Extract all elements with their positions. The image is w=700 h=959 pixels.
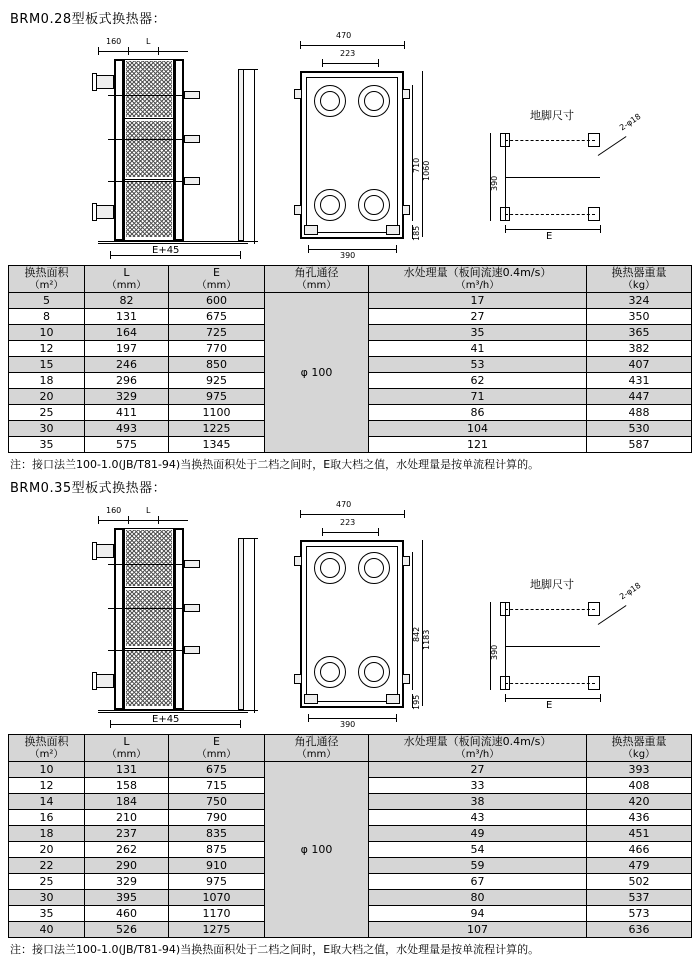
cell-weight: 382 bbox=[587, 341, 692, 357]
cell-area: 5 bbox=[9, 293, 85, 309]
cell-weight: 573 bbox=[587, 906, 692, 922]
section-title-1: BRM0.28型板式换热器： bbox=[10, 12, 167, 27]
cell-E: 910 bbox=[169, 858, 265, 874]
cell-flow: 94 bbox=[369, 906, 587, 922]
dim-390-front-1: 390 bbox=[340, 251, 356, 260]
cell-flow: 86 bbox=[369, 405, 587, 421]
table-header-row bbox=[9, 266, 692, 293]
cell-port-diameter: φ 100 bbox=[265, 293, 369, 453]
cell-flow: 104 bbox=[369, 421, 587, 437]
cell-weight: 350 bbox=[587, 309, 692, 325]
cell-area: 22 bbox=[9, 858, 85, 874]
dim-470-1: 470 bbox=[336, 31, 352, 40]
cell-L: 131 bbox=[85, 309, 169, 325]
cell-area: 12 bbox=[9, 778, 85, 794]
cell-L: 290 bbox=[85, 858, 169, 874]
cell-L: 210 bbox=[85, 810, 169, 826]
drawing-group-2 bbox=[8, 498, 692, 730]
dim-185-1: 185 bbox=[412, 225, 421, 241]
dim-holes-1: 2-φ18 bbox=[618, 111, 643, 133]
cell-area: 20 bbox=[9, 389, 85, 405]
foot-drawing-1 bbox=[478, 29, 678, 261]
cell-E: 750 bbox=[169, 794, 265, 810]
cell-flow: 80 bbox=[369, 890, 587, 906]
cell-weight: 365 bbox=[587, 325, 692, 341]
foot-title-2: 地脚尺寸 bbox=[530, 578, 574, 591]
cell-L: 575 bbox=[85, 437, 169, 453]
cell-weight: 636 bbox=[587, 922, 692, 938]
front-drawing-2 bbox=[286, 498, 431, 730]
cell-weight: 537 bbox=[587, 890, 692, 906]
spec-table-1 bbox=[8, 265, 692, 453]
cell-flow: 54 bbox=[369, 842, 587, 858]
cell-area: 30 bbox=[9, 890, 85, 906]
cell-L: 197 bbox=[85, 341, 169, 357]
cell-weight: 587 bbox=[587, 437, 692, 453]
cell-weight: 502 bbox=[587, 874, 692, 890]
table-body-2 bbox=[9, 762, 692, 938]
cell-E: 850 bbox=[169, 357, 265, 373]
cell-L: 395 bbox=[85, 890, 169, 906]
cell-flow: 62 bbox=[369, 373, 587, 389]
note-2: 注：接口法兰100-1.0(JB/T81-94)当换热面积处于二档之间时，E取大档之值，水处理量是按单流程计算的。 bbox=[10, 943, 540, 956]
cell-flow: 71 bbox=[369, 389, 587, 405]
front-drawing-1 bbox=[286, 29, 431, 261]
th-flow: 水处理量（板间流速0.4m/s） （m³/h） bbox=[369, 266, 587, 293]
cell-L: 184 bbox=[85, 794, 169, 810]
cell-port-diameter: φ 100 bbox=[265, 762, 369, 938]
cell-E: 600 bbox=[169, 293, 265, 309]
table-row bbox=[9, 293, 692, 309]
cell-weight: 431 bbox=[587, 373, 692, 389]
cell-weight: 408 bbox=[587, 778, 692, 794]
cell-L: 493 bbox=[85, 421, 169, 437]
cell-weight: 451 bbox=[587, 826, 692, 842]
cell-weight: 488 bbox=[587, 405, 692, 421]
cell-weight: 466 bbox=[587, 842, 692, 858]
cell-E: 1100 bbox=[169, 405, 265, 421]
dim-E-foot-2: E bbox=[546, 700, 553, 711]
drawing-group-1 bbox=[8, 29, 692, 261]
cell-flow: 43 bbox=[369, 810, 587, 826]
table-row bbox=[9, 762, 692, 778]
cell-L: 164 bbox=[85, 325, 169, 341]
cell-area: 25 bbox=[9, 874, 85, 890]
cell-flow: 107 bbox=[369, 922, 587, 938]
cell-L: 411 bbox=[85, 405, 169, 421]
dim-L-2: L bbox=[146, 506, 151, 515]
cell-L: 246 bbox=[85, 357, 169, 373]
cell-L: 460 bbox=[85, 906, 169, 922]
cell-E: 725 bbox=[169, 325, 265, 341]
cell-area: 14 bbox=[9, 794, 85, 810]
dim-160-2: 160 bbox=[106, 506, 122, 515]
cell-weight: 436 bbox=[587, 810, 692, 826]
cell-area: 15 bbox=[9, 357, 85, 373]
th-port: 角孔通径 （mm） bbox=[265, 266, 369, 293]
cell-E: 975 bbox=[169, 874, 265, 890]
cell-E: 1345 bbox=[169, 437, 265, 453]
dim-223-1: 223 bbox=[340, 49, 356, 58]
cell-E: 975 bbox=[169, 389, 265, 405]
cell-area: 40 bbox=[9, 922, 85, 938]
cell-weight: 324 bbox=[587, 293, 692, 309]
cell-weight: 530 bbox=[587, 421, 692, 437]
cell-weight: 393 bbox=[587, 762, 692, 778]
dim-710-1: 710 bbox=[412, 157, 421, 173]
cell-area: 25 bbox=[9, 405, 85, 421]
th-E: E （mm） bbox=[169, 266, 265, 293]
cell-area: 12 bbox=[9, 341, 85, 357]
dim-E45-1: E+45 bbox=[152, 245, 180, 256]
cell-flow: 38 bbox=[369, 794, 587, 810]
cell-L: 329 bbox=[85, 874, 169, 890]
cell-E: 1070 bbox=[169, 890, 265, 906]
dim-1183-2: 1183 bbox=[422, 629, 431, 650]
cell-E: 1170 bbox=[169, 906, 265, 922]
cell-area: 20 bbox=[9, 842, 85, 858]
dim-223-2: 223 bbox=[340, 518, 356, 527]
cell-E: 675 bbox=[169, 762, 265, 778]
cell-L: 526 bbox=[85, 922, 169, 938]
dim-842-2: 842 bbox=[412, 626, 421, 642]
cell-E: 715 bbox=[169, 778, 265, 794]
cell-E: 790 bbox=[169, 810, 265, 826]
cell-flow: 27 bbox=[369, 762, 587, 778]
th-E: E （mm） bbox=[169, 735, 265, 762]
cell-flow: 33 bbox=[369, 778, 587, 794]
dim-1060-1: 1060 bbox=[422, 160, 431, 181]
cell-weight: 420 bbox=[587, 794, 692, 810]
cell-area: 30 bbox=[9, 421, 85, 437]
table-header-row bbox=[9, 735, 692, 762]
cell-L: 237 bbox=[85, 826, 169, 842]
cell-area: 10 bbox=[9, 325, 85, 341]
cell-E: 1275 bbox=[169, 922, 265, 938]
dim-195-2: 195 bbox=[412, 694, 421, 710]
cell-area: 35 bbox=[9, 437, 85, 453]
section-title-2: BRM0.35型板式换热器： bbox=[10, 481, 167, 496]
cell-E: 875 bbox=[169, 842, 265, 858]
table-body-1 bbox=[9, 293, 692, 453]
cell-area: 16 bbox=[9, 810, 85, 826]
cell-area: 35 bbox=[9, 906, 85, 922]
th-weight: 换热器重量 （kg） bbox=[587, 735, 692, 762]
cell-weight: 407 bbox=[587, 357, 692, 373]
elevation-drawing-1 bbox=[88, 29, 278, 261]
th-L: L （mm） bbox=[85, 735, 169, 762]
cell-L: 262 bbox=[85, 842, 169, 858]
cell-flow: 27 bbox=[369, 309, 587, 325]
th-L: L （mm） bbox=[85, 266, 169, 293]
cell-flow: 53 bbox=[369, 357, 587, 373]
dim-470-2: 470 bbox=[336, 500, 352, 509]
elevation-drawing-2 bbox=[88, 498, 278, 730]
note-1: 注：接口法兰100-1.0(JB/T81-94)当换热面积处于二档之间时，E取大档之值，水处理量是按单流程计算的。 bbox=[10, 458, 540, 471]
cell-L: 131 bbox=[85, 762, 169, 778]
spec-table-2 bbox=[8, 734, 692, 938]
dim-390-foot-2: 390 bbox=[490, 644, 499, 660]
th-area: 换热面积 （m²） bbox=[9, 735, 85, 762]
cell-L: 158 bbox=[85, 778, 169, 794]
cell-area: 18 bbox=[9, 373, 85, 389]
cell-L: 296 bbox=[85, 373, 169, 389]
cell-E: 675 bbox=[169, 309, 265, 325]
cell-area: 10 bbox=[9, 762, 85, 778]
th-port: 角孔通径 （mm） bbox=[265, 735, 369, 762]
cell-flow: 35 bbox=[369, 325, 587, 341]
cell-weight: 479 bbox=[587, 858, 692, 874]
cell-flow: 41 bbox=[369, 341, 587, 357]
cell-E: 1225 bbox=[169, 421, 265, 437]
cell-flow: 17 bbox=[369, 293, 587, 309]
cell-E: 835 bbox=[169, 826, 265, 842]
foot-drawing-2 bbox=[478, 498, 678, 730]
th-flow: 水处理量（板间流速0.4m/s） （m³/h） bbox=[369, 735, 587, 762]
cell-L: 329 bbox=[85, 389, 169, 405]
cell-flow: 49 bbox=[369, 826, 587, 842]
cell-E: 925 bbox=[169, 373, 265, 389]
cell-L: 82 bbox=[85, 293, 169, 309]
cell-E: 770 bbox=[169, 341, 265, 357]
cell-area: 18 bbox=[9, 826, 85, 842]
dim-holes-2: 2-φ18 bbox=[618, 580, 643, 602]
foot-title-1: 地脚尺寸 bbox=[530, 109, 574, 122]
th-weight: 换热器重量 （kg） bbox=[587, 266, 692, 293]
dim-160-1: 160 bbox=[106, 37, 122, 46]
dim-390-foot-1: 390 bbox=[490, 175, 499, 191]
cell-flow: 59 bbox=[369, 858, 587, 874]
th-area: 换热面积 （m²） bbox=[9, 266, 85, 293]
cell-flow: 121 bbox=[369, 437, 587, 453]
dim-E45-2: E+45 bbox=[152, 714, 180, 725]
dim-L-1: L bbox=[146, 37, 151, 46]
cell-weight: 447 bbox=[587, 389, 692, 405]
cell-area: 8 bbox=[9, 309, 85, 325]
cell-flow: 67 bbox=[369, 874, 587, 890]
dim-390-front-2: 390 bbox=[340, 720, 356, 729]
dim-E-foot-1: E bbox=[546, 231, 553, 242]
